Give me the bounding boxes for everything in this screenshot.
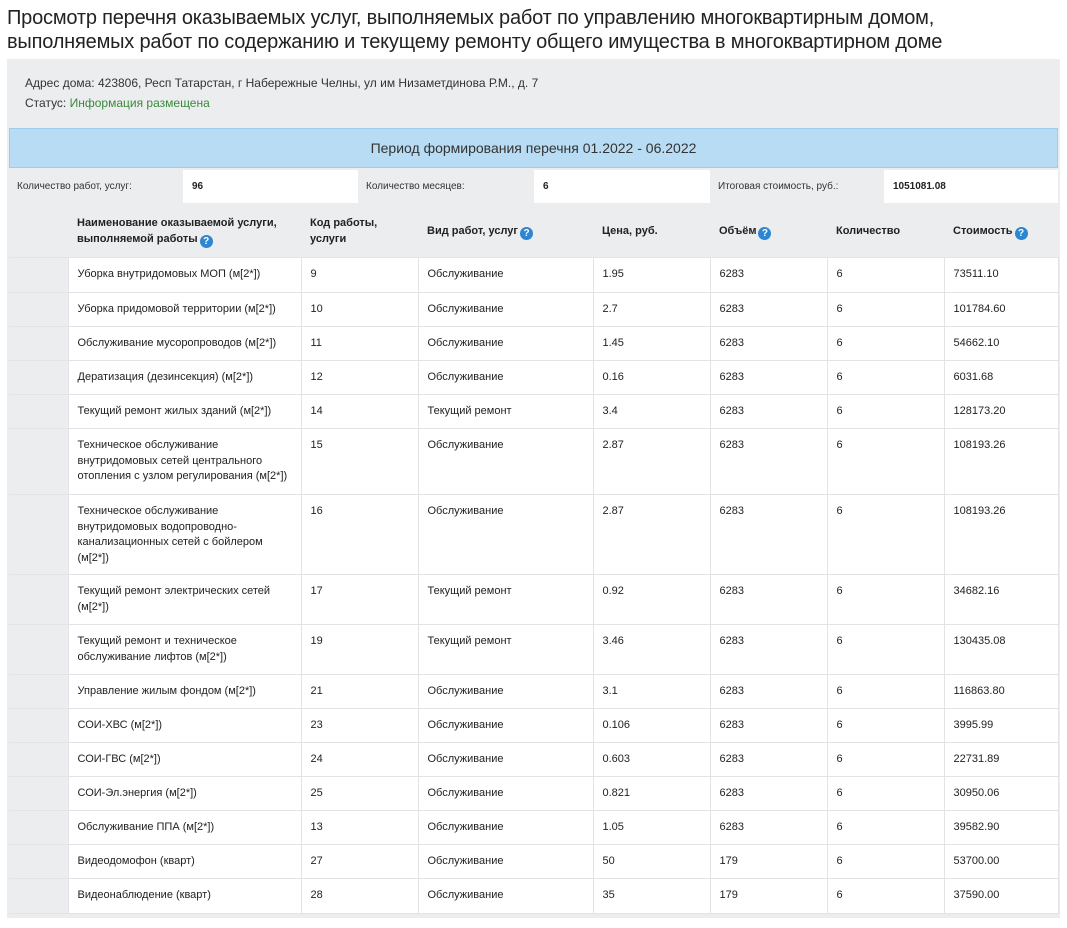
row-gutter-cell bbox=[9, 575, 68, 625]
service-name-cell: Обслуживание ППА (м[2*]) bbox=[68, 811, 301, 845]
volume-cell: 6283 bbox=[710, 395, 827, 429]
gutter-header bbox=[9, 205, 68, 258]
service-name-cell: Видеонаблюдение (кварт) bbox=[68, 879, 301, 914]
table-row bbox=[9, 575, 1058, 625]
table-row bbox=[9, 811, 1058, 845]
type-cell: Обслуживание bbox=[418, 845, 593, 879]
volume-cell: 6283 bbox=[710, 361, 827, 395]
total-cost-value: 1051081.08 bbox=[884, 170, 1058, 203]
price-cell: 0.16 bbox=[593, 361, 710, 395]
months-value: 6 bbox=[534, 170, 710, 203]
table-row bbox=[9, 879, 1058, 914]
cost-cell: 34682.16 bbox=[944, 575, 1058, 625]
service-name-cell: Дератизация (дезинсекция) (м[2*]) bbox=[68, 361, 301, 395]
type-cell: Обслуживание bbox=[418, 879, 593, 914]
price-cell: 35 bbox=[593, 879, 710, 914]
table-header-row bbox=[9, 205, 1058, 258]
price-cell: 2.87 bbox=[593, 429, 710, 495]
row-gutter-cell bbox=[9, 258, 68, 293]
address-value: 423806, Респ Татарстан, г Набережные Челны, ул им Низаметдинова Р.М., д. 7 bbox=[97, 76, 539, 90]
question-circle-icon[interactable]: ? bbox=[200, 235, 213, 248]
col-header-price: Цена, руб. bbox=[593, 205, 710, 258]
volume-cell: 6283 bbox=[710, 495, 827, 575]
service-name-cell: Текущий ремонт и техническое обслуживание лифтов (м[2*]) bbox=[68, 625, 301, 675]
type-cell: Текущий ремонт bbox=[418, 625, 593, 675]
quantity-cell: 6 bbox=[827, 361, 944, 395]
col-header-cost bbox=[944, 205, 1058, 258]
cost-cell: 6031.68 bbox=[944, 361, 1058, 395]
type-cell: Обслуживание bbox=[418, 675, 593, 709]
volume-cell: 179 bbox=[710, 845, 827, 879]
address-label: Адрес дома: bbox=[25, 76, 95, 90]
price-cell: 0.92 bbox=[593, 575, 710, 625]
type-cell: Обслуживание bbox=[418, 258, 593, 293]
table-row bbox=[9, 361, 1058, 395]
code-cell: 14 bbox=[301, 395, 418, 429]
code-cell: 24 bbox=[301, 743, 418, 777]
works-count-value: 96 bbox=[183, 170, 358, 203]
cost-cell: 30950.06 bbox=[944, 777, 1058, 811]
cost-cell: 73511.10 bbox=[944, 258, 1058, 293]
service-name-cell: СОИ-Эл.энергия (м[2*]) bbox=[68, 777, 301, 811]
row-gutter-cell bbox=[9, 675, 68, 709]
cost-cell: 130435.08 bbox=[944, 625, 1058, 675]
code-cell: 27 bbox=[301, 845, 418, 879]
table-row bbox=[9, 709, 1058, 743]
quantity-cell: 6 bbox=[827, 777, 944, 811]
row-gutter-cell bbox=[9, 845, 68, 879]
quantity-cell: 6 bbox=[827, 327, 944, 361]
service-name-cell: Техническое обслуживание внутридомовых сетей центрального отопления с узлом регулирования (м[2*]) bbox=[68, 429, 301, 495]
type-cell: Обслуживание bbox=[418, 811, 593, 845]
services-table-panel bbox=[7, 127, 1060, 918]
quantity-cell: 6 bbox=[827, 811, 944, 845]
volume-cell: 6283 bbox=[710, 811, 827, 845]
row-gutter-cell bbox=[9, 429, 68, 495]
code-cell: 16 bbox=[301, 495, 418, 575]
type-cell: Обслуживание bbox=[418, 495, 593, 575]
service-name-cell: Управление жилым фондом (м[2*]) bbox=[68, 675, 301, 709]
service-name-cell: СОИ-ХВС (м[2*]) bbox=[68, 709, 301, 743]
volume-cell: 179 bbox=[710, 879, 827, 914]
question-circle-icon[interactable]: ? bbox=[520, 227, 533, 240]
status-label: Статус: bbox=[25, 96, 67, 110]
type-cell: Обслуживание bbox=[418, 429, 593, 495]
price-cell: 2.7 bbox=[593, 293, 710, 327]
type-cell: Обслуживание bbox=[418, 743, 593, 777]
table-row bbox=[9, 845, 1058, 879]
quantity-cell: 6 bbox=[827, 395, 944, 429]
service-name-cell: Видеодомофон (кварт) bbox=[68, 845, 301, 879]
cost-cell: 3995.99 bbox=[944, 709, 1058, 743]
cost-cell: 108193.26 bbox=[944, 495, 1058, 575]
quantity-cell: 6 bbox=[827, 429, 944, 495]
volume-cell: 6283 bbox=[710, 625, 827, 675]
table-row bbox=[9, 327, 1058, 361]
row-gutter-cell bbox=[9, 327, 68, 361]
service-name-cell: Обслуживание мусоропроводов (м[2*]) bbox=[68, 327, 301, 361]
table-row bbox=[9, 675, 1058, 709]
summary-row bbox=[9, 170, 1058, 203]
cost-cell: 53700.00 bbox=[944, 845, 1058, 879]
volume-cell: 6283 bbox=[710, 709, 827, 743]
volume-cell: 6283 bbox=[710, 327, 827, 361]
cost-cell: 108193.26 bbox=[944, 429, 1058, 495]
table-row bbox=[9, 743, 1058, 777]
price-cell: 1.95 bbox=[593, 258, 710, 293]
col-header-type bbox=[418, 205, 593, 258]
volume-cell: 6283 bbox=[710, 675, 827, 709]
type-cell: Текущий ремонт bbox=[418, 395, 593, 429]
row-gutter-cell bbox=[9, 495, 68, 575]
col-header-quantity: Количество bbox=[827, 205, 944, 258]
type-cell: Обслуживание bbox=[418, 327, 593, 361]
code-cell: 11 bbox=[301, 327, 418, 361]
cost-cell: 54662.10 bbox=[944, 327, 1058, 361]
code-cell: 23 bbox=[301, 709, 418, 743]
months-label: Количество месяцев: bbox=[358, 170, 534, 203]
price-cell: 0.821 bbox=[593, 777, 710, 811]
services-table bbox=[9, 205, 1059, 914]
row-gutter-cell bbox=[9, 743, 68, 777]
volume-cell: 6283 bbox=[710, 429, 827, 495]
col-header-code: Код работы, услуги bbox=[301, 205, 418, 258]
code-cell: 13 bbox=[301, 811, 418, 845]
works-count-label: Количество работ, услуг: bbox=[9, 170, 183, 203]
row-gutter-cell bbox=[9, 811, 68, 845]
row-gutter-cell bbox=[9, 625, 68, 675]
service-name-cell: Уборка придомовой территории (м[2*]) bbox=[68, 293, 301, 327]
question-circle-icon[interactable]: ? bbox=[758, 227, 771, 240]
row-gutter-cell bbox=[9, 395, 68, 429]
row-gutter-cell bbox=[9, 879, 68, 914]
page-title: Просмотр перечня оказываемых услуг, выполняемых работ по управлению многоквартирным домом, выполняемых работ по содержанию и текущему ремонту общего имущества в многоквартирном доме bbox=[7, 7, 943, 53]
code-cell: 25 bbox=[301, 777, 418, 811]
price-cell: 1.45 bbox=[593, 327, 710, 361]
code-cell: 19 bbox=[301, 625, 418, 675]
price-cell: 50 bbox=[593, 845, 710, 879]
col-header-name bbox=[68, 205, 301, 258]
quantity-cell: 6 bbox=[827, 625, 944, 675]
service-name-cell: СОИ-ГВС (м[2*]) bbox=[68, 743, 301, 777]
price-cell: 3.1 bbox=[593, 675, 710, 709]
type-cell: Обслуживание bbox=[418, 361, 593, 395]
price-cell: 3.46 bbox=[593, 625, 710, 675]
code-cell: 17 bbox=[301, 575, 418, 625]
row-gutter-cell bbox=[9, 293, 68, 327]
price-cell: 1.05 bbox=[593, 811, 710, 845]
type-cell: Обслуживание bbox=[418, 293, 593, 327]
col-header-volume bbox=[710, 205, 827, 258]
quantity-cell: 6 bbox=[827, 879, 944, 914]
table-row bbox=[9, 395, 1058, 429]
code-cell: 28 bbox=[301, 879, 418, 914]
type-cell: Текущий ремонт bbox=[418, 575, 593, 625]
service-name-cell: Текущий ремонт жилых зданий (м[2*]) bbox=[68, 395, 301, 429]
code-cell: 9 bbox=[301, 258, 418, 293]
cost-cell: 37590.00 bbox=[944, 879, 1058, 914]
type-cell: Обслуживание bbox=[418, 777, 593, 811]
period-header: Период формирования перечня 01.2022 - 06.2022 bbox=[9, 128, 1058, 168]
row-gutter-cell bbox=[9, 709, 68, 743]
col-header-type-label: Вид работ, услуг bbox=[427, 224, 518, 237]
status-value: Информация размещена bbox=[69, 96, 210, 110]
col-header-name-label: Наименование оказываемой услуги, выполняемой работы bbox=[77, 216, 277, 245]
question-circle-icon[interactable]: ? bbox=[1015, 227, 1028, 240]
total-cost-label: Итоговая стоимость, руб.: bbox=[710, 170, 884, 203]
volume-cell: 6283 bbox=[710, 575, 827, 625]
quantity-cell: 6 bbox=[827, 675, 944, 709]
house-info-panel bbox=[7, 59, 1060, 127]
volume-cell: 6283 bbox=[710, 777, 827, 811]
price-cell: 3.4 bbox=[593, 395, 710, 429]
quantity-cell: 6 bbox=[827, 709, 944, 743]
row-gutter-cell bbox=[9, 361, 68, 395]
service-name-cell: Уборка внутридомовых МОП (м[2*]) bbox=[68, 258, 301, 293]
table-row bbox=[9, 625, 1058, 675]
quantity-cell: 6 bbox=[827, 743, 944, 777]
service-name-cell: Техническое обслуживание внутридомовых водопроводно-канализационных сетей с бойлером (м[2*]) bbox=[68, 495, 301, 575]
code-cell: 15 bbox=[301, 429, 418, 495]
price-cell: 2.87 bbox=[593, 495, 710, 575]
col-header-cost-label: Стоимость bbox=[953, 224, 1013, 237]
price-cell: 0.106 bbox=[593, 709, 710, 743]
row-gutter-cell bbox=[9, 777, 68, 811]
quantity-cell: 6 bbox=[827, 845, 944, 879]
quantity-cell: 6 bbox=[827, 575, 944, 625]
quantity-cell: 6 bbox=[827, 293, 944, 327]
volume-cell: 6283 bbox=[710, 743, 827, 777]
volume-cell: 6283 bbox=[710, 258, 827, 293]
code-cell: 10 bbox=[301, 293, 418, 327]
cost-cell: 101784.60 bbox=[944, 293, 1058, 327]
service-name-cell: Текущий ремонт электрических сетей (м[2*]) bbox=[68, 575, 301, 625]
cost-cell: 128173.20 bbox=[944, 395, 1058, 429]
table-row bbox=[9, 429, 1058, 495]
volume-cell: 6283 bbox=[710, 293, 827, 327]
code-cell: 12 bbox=[301, 361, 418, 395]
table-row bbox=[9, 777, 1058, 811]
quantity-cell: 6 bbox=[827, 258, 944, 293]
quantity-cell: 6 bbox=[827, 495, 944, 575]
price-cell: 0.603 bbox=[593, 743, 710, 777]
status-line bbox=[25, 96, 210, 110]
cost-cell: 22731.89 bbox=[944, 743, 1058, 777]
col-header-volume-label: Объём bbox=[719, 224, 757, 237]
cost-cell: 39582.90 bbox=[944, 811, 1058, 845]
address-line bbox=[25, 76, 538, 90]
cost-cell: 116863.80 bbox=[944, 675, 1058, 709]
code-cell: 21 bbox=[301, 675, 418, 709]
table-row bbox=[9, 293, 1058, 327]
type-cell: Обслуживание bbox=[418, 709, 593, 743]
table-row bbox=[9, 495, 1058, 575]
table-row bbox=[9, 258, 1058, 293]
